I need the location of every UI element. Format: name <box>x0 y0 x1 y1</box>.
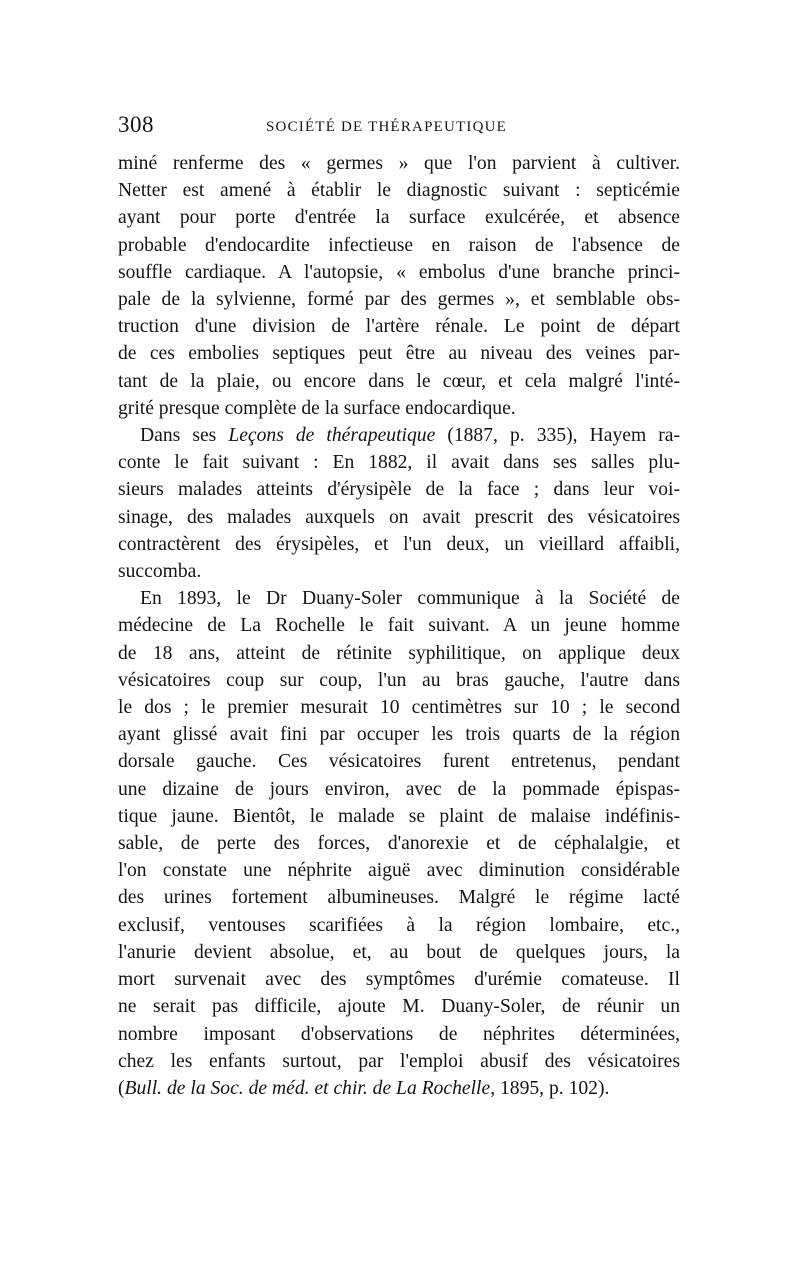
journal-title: Bull. de la Soc. de méd. et chir. de La Rochelle <box>124 1077 491 1099</box>
page-number: 308 <box>118 112 154 137</box>
text-line: ne serait pas difficile, ajoute M. Duany-Soler, de réunir un <box>118 996 680 1018</box>
paragraph-3 <box>118 585 680 1102</box>
text-line: contractèrent des érysipèles, et l'un deux, un vieillard affaibli, <box>118 533 680 555</box>
paragraph-1 <box>118 150 680 422</box>
text-line: nombre imposant d'observations de néphrites déterminées, <box>118 1023 680 1045</box>
text-line: exclusif, ventouses scarifiées à la région lombaire, etc., <box>118 914 680 936</box>
text-line: truction d'une division de l'artère rénale. Le point de départ <box>118 316 680 338</box>
text-line: l'anurie devient absolue, et, au bout de quelques jours, la <box>118 941 680 963</box>
text-line: vésicatoires coup sur coup, l'un au bras gauche, l'autre dans <box>118 669 680 691</box>
text-run: , 1895, p. 102). <box>490 1077 610 1099</box>
text-line: succomba. <box>118 561 202 583</box>
text-line: souffle cardiaque. A l'autopsie, « embolus d'une branche princi- <box>118 261 680 283</box>
text-line: chez les enfants surtout, par l'emploi abusif des vésicatoires <box>118 1050 680 1072</box>
text-line: pale de la sylvienne, formé par des germes », et semblable obs- <box>118 289 680 311</box>
text-line: ayant pour porte d'entrée la surface exulcérée, et absence <box>118 207 680 229</box>
text-run: ( <box>118 1077 125 1099</box>
citation-line <box>118 1075 680 1102</box>
text-run: (1887, p. 335), Hayem ra- <box>435 425 680 447</box>
running-title: SOCIÉTÉ DE THÉRAPEUTIQUE <box>266 119 508 135</box>
text-line: le dos ; le premier mesurait 10 centimètres sur 10 ; le second <box>118 697 680 719</box>
text-line: dorsale gauche. Ces vésicatoires furent entretenus, pendant <box>118 751 680 773</box>
paragraph-2 <box>118 422 680 585</box>
book-title: Leçons de thérapeutique <box>228 425 436 447</box>
text-line: mort survenait avec des symptômes d'urémie comateuse. Il <box>118 969 680 991</box>
text-line: une dizaine de jours environ, avec de la pommade épispas- <box>118 778 680 800</box>
text-line: grité presque complète de la surface endocardique. <box>118 397 516 419</box>
text-line: miné renferme des « germes » que l'on parvient à cultiver. <box>118 153 680 174</box>
text-line: l'on constate une néphrite aiguë avec diminution considérable <box>118 860 680 882</box>
text-line: En 1893, le Dr Duany-Soler communique à la Société de <box>140 588 680 610</box>
text-run: Dans ses <box>140 425 229 447</box>
text-line: sable, de perte des forces, d'anorexie et de céphalalgie, et <box>118 833 680 855</box>
text-line: des urines fortement albumineuses. Malgré le régime lacté <box>118 887 680 909</box>
text-line: probable d'endocardite infectieuse en raison de l'absence de <box>118 234 680 256</box>
text-line: de 18 ans, atteint de rétinite syphilitique, on applique deux <box>118 642 680 664</box>
text-line: sinage, des malades auxquels on avait prescrit des vésicatoires <box>118 506 680 528</box>
page-header <box>118 112 680 142</box>
text-line: de ces embolies septiques peut être au niveau des veines par- <box>118 343 680 365</box>
text-line <box>118 422 680 449</box>
text-line: médecine de La Rochelle le fait suivant. A un jeune homme <box>118 615 680 637</box>
body-text <box>118 150 680 1102</box>
text-line: conte le fait suivant : En 1882, il avait dans ses salles plu- <box>118 452 680 474</box>
text-line: Netter est amené à établir le diagnostic suivant : septicémie <box>118 180 680 202</box>
text-line: sieurs malades atteints d'érysipèle de la face ; dans leur voi- <box>118 479 680 501</box>
text-line: ayant glissé avait fini par occuper les trois quarts de la région <box>118 724 680 746</box>
text-line: tique jaune. Bientôt, le malade se plaint de malaise indéfinis- <box>118 805 680 827</box>
text-line: tant de la plaie, ou encore dans le cœur, et cela malgré l'inté- <box>118 370 680 392</box>
